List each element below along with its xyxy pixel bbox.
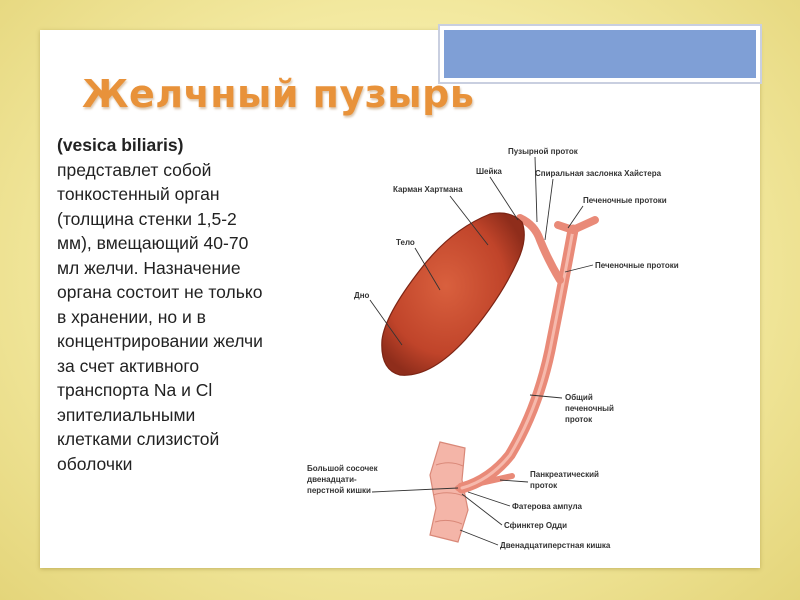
label-cystic-duct: Пузырной проток: [508, 147, 578, 156]
label-fundus: Дно: [354, 291, 370, 300]
gallbladder-svg: [290, 130, 740, 560]
label-ampulla: Фатерова ампула: [512, 502, 582, 511]
label-duodenum: Двенадцатиперстная кишка: [500, 541, 611, 550]
label-pancreatic-1: Панкреатический: [530, 470, 599, 479]
label-papilla-1: Большой сосочек: [307, 464, 378, 473]
slide-title: Желчный пузырь: [82, 72, 475, 116]
label-oddi: Сфинктер Одди: [504, 521, 567, 530]
label-hepatic-ducts-2: Печеночные протоки: [595, 261, 679, 270]
label-common-hepatic-1: Общий: [565, 393, 593, 402]
latin-name: (vesica biliaris): [57, 135, 184, 155]
label-hartmann-pouch: Карман Хартмана: [393, 185, 463, 194]
gallbladder-diagram: [290, 130, 740, 560]
label-heister-valve: Спиральная заслонка Хайстера: [535, 169, 662, 178]
label-hepatic-ducts-1: Печеночные протоки: [583, 196, 667, 205]
cystic-duct: [520, 218, 560, 280]
decorative-blue-box: [440, 26, 760, 82]
description-body: представлет собой тонкостенный орган (толщина стенки 1,5-2 мм), вмещающий 40-70 мл желчи. Назначение органа состоит не только в хранении, но и в концентрировании желчи за счет активного транспорта Na и Cl эпителиальными клетками слизистой оболочки: [57, 159, 263, 474]
hepatic-duct-branch-right: [573, 220, 595, 230]
label-body: Тело: [396, 238, 415, 247]
description-text: [57, 133, 272, 476]
label-papilla-2: двенадцати-: [307, 475, 357, 484]
label-pancreatic-2: проток: [530, 481, 558, 490]
label-common-hepatic-2: печеночный: [565, 404, 614, 413]
label-papilla-3: перстной кишки: [307, 486, 371, 495]
label-common-hepatic-3: проток: [565, 415, 593, 424]
label-neck: Шейка: [476, 167, 502, 176]
